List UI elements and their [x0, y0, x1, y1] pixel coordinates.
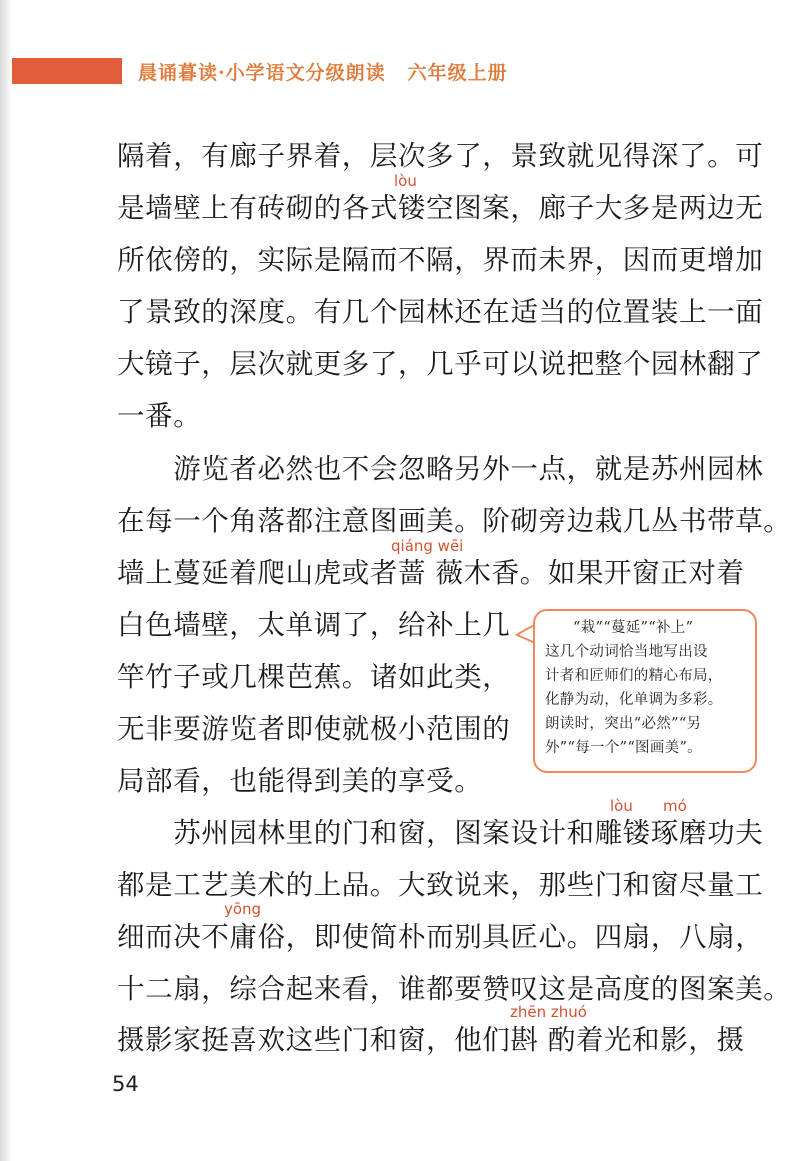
body-line: 隔着，有廊子界着，层次多了，景致就见得深了。可 [117, 140, 764, 172]
body-line: 苏州园林里的门和窗，图案设计和雕镂琢磨功夫 [117, 817, 764, 849]
body-line: 一番。 [117, 400, 202, 432]
pinyin-mo: mó [663, 797, 687, 815]
note-line: 计者和匠师们的精心布局， [545, 668, 723, 684]
series-title: 晨诵暮读·小学语文分级朗读 [138, 62, 386, 84]
body-line: 了景致的深度。有几个园林还在适当的位置装上一面 [117, 296, 764, 328]
note-line: 化静为动，化单调为多彩。 [545, 692, 723, 708]
reading-tip-callout [533, 609, 757, 773]
body-line: 大镜子，层次就更多了，几乎可以说把整个园林翻了 [117, 348, 764, 380]
body-line: 游览者必然也不会忽略另外一点，就是苏州园林 [117, 453, 764, 485]
pinyin-lou: lòu [394, 172, 417, 190]
body-line: 在每一个角落都注意图画美。阶砌旁边栽几丛书带草。 [117, 505, 792, 537]
body-line: 是墙壁上有砖砌的各式镂空图案，廊子大多是两边无 [117, 192, 764, 224]
body-line: 摄影家挺喜欢这些门和窗，他们斟 酌着光和影，摄 [117, 1024, 745, 1056]
body-line: 十二扇，综合起来看，谁都要赞叹这是高度的图案美。 [117, 973, 792, 1005]
note-line: “栽”“蔓延”“补上” [573, 620, 694, 636]
note-line: 外”“每一个”“图画美”。 [545, 740, 702, 756]
body-line: 无非要游览者即使就极小范围的 [117, 713, 511, 745]
running-header [138, 58, 508, 88]
body-line: 墙上蔓延着爬山虎或者蔷 薇木香。如果开窗正对着 [117, 557, 745, 589]
pinyin-lou-2: lòu [610, 797, 633, 815]
body-line: 白色墙壁，太单调了，给补上几 [117, 609, 511, 641]
body-line: 细而决不庸俗，即使简朴而别具匠心。四扇，八扇， [117, 921, 764, 953]
page-number: 54 [112, 1072, 139, 1096]
grade-label: 六年级上册 [407, 62, 508, 84]
note-line: 这几个动词恰当地写出设 [545, 644, 708, 660]
pinyin-zhen-zhuo: zhēn zhuó [510, 1003, 587, 1021]
body-line: 都是工艺美术的上品。大致说来，那些门和窗尽量工 [117, 869, 764, 901]
pinyin-yong: yōng [224, 900, 262, 918]
header-color-bar [12, 58, 122, 84]
book-spine-shadow [0, 0, 12, 1161]
note-line: 朗读时，突出“必然”“另 [545, 716, 702, 732]
body-line: 所依傍的，实际是隔而不隔，界而未界，因而更增加 [117, 244, 764, 276]
body-line: 竿竹子或几棵芭蕉。诸如此类， [117, 661, 511, 693]
body-line: 局部看，也能得到美的享受。 [117, 765, 483, 797]
pinyin-qiang-wei: qiáng wēi [391, 537, 464, 555]
